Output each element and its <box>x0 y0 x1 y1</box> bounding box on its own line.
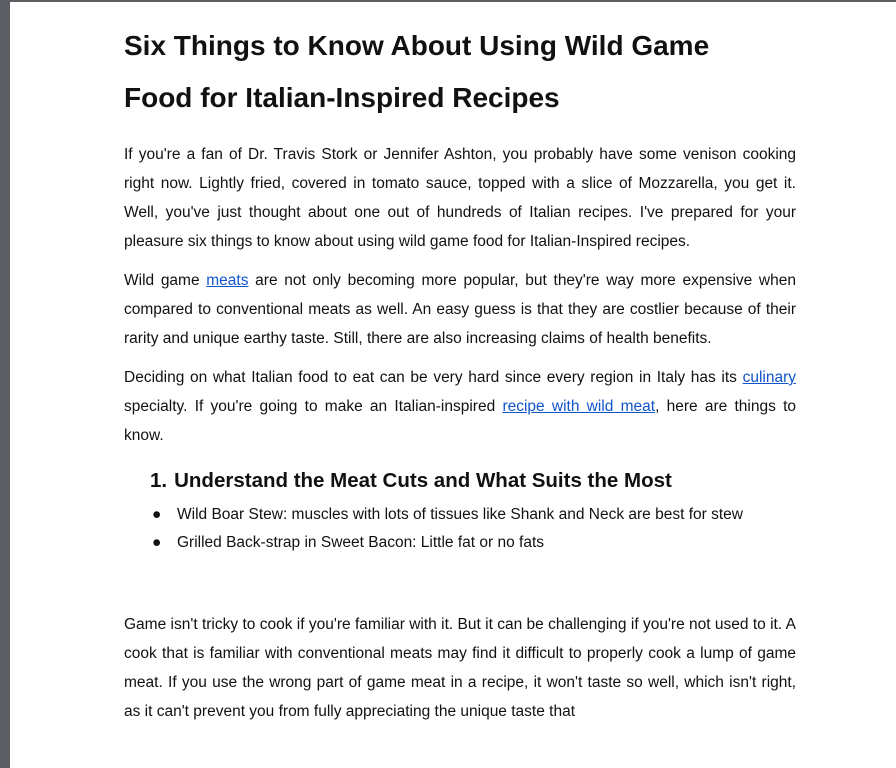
wild-game-text-end: are not only becoming more popular, but they're way more expensive when compared to conventional meats as well. An easy guess is that they are costlier because of their rarity and unique earthy taste. Still, there are also increasing claims of health benefits. <box>124 272 796 347</box>
list-item <box>124 501 796 529</box>
recipe-with-wild-meat-link[interactable]: recipe with wild meat <box>502 398 656 415</box>
section-heading-meat-cuts <box>150 466 796 496</box>
bullet-icon: ● <box>152 534 162 551</box>
article-title-line-2: Food for Italian-Inspired Recipes <box>124 82 560 113</box>
wild-game-text-start: Wild game <box>124 272 207 289</box>
italian-food-text-1: Deciding on what Italian food to eat can be very hard since every region in Italy has its <box>124 369 743 386</box>
meat-cuts-list <box>124 501 796 557</box>
article-title-line-1: Six Things to Know About Using Wild Game <box>124 30 710 61</box>
list-item <box>124 529 796 557</box>
italian-food-paragraph <box>124 363 796 450</box>
list-item-text: Wild Boar Stew: muscles with lots of tissues like Shank and Neck are best for stew <box>177 506 743 523</box>
article-title <box>124 20 796 124</box>
intro-paragraph: If you're a fan of Dr. Travis Stork or Jennifer Ashton, you probably have some venison cooking right now. Lightly fried, covered in tomato sauce, topped with a slice of Mozzarella, you get it. Well, you've just thought about one out of hundreds of Italian recipes. I've prepared for your pleasure six things to know about using wild game food for Italian-Inspired recipes. <box>124 146 796 250</box>
viewer-left-margin <box>0 0 10 768</box>
meats-link[interactable]: meats <box>206 272 249 289</box>
bullet-icon: ● <box>152 506 162 523</box>
document-page <box>10 2 896 768</box>
italian-food-text-3: , here are things to know. <box>124 398 796 444</box>
section-heading-text: Understand the Meat Cuts and What Suits the Most <box>174 469 672 492</box>
wild-game-paragraph <box>124 266 796 353</box>
game-cooking-paragraph: Game isn't tricky to cook if you're familiar with it. But it can be challenging if you're not used to it. A cook that is familiar with conventional meats may find it difficult to properly cook a lump of game meat. If you use the wrong part of game meat in a recipe, it won't taste so well, which isn't right, as it can't prevent you from fully appreciating the unique taste that <box>124 616 796 720</box>
list-item-text: Grilled Back-strap in Sweet Bacon: Little fat or no fats <box>177 534 545 551</box>
culinary-link[interactable]: culinary <box>742 369 796 386</box>
section-number: 1. <box>150 469 168 492</box>
italian-food-text-2: specialty. If you're going to make an Italian-inspired <box>124 398 503 415</box>
article-content <box>124 20 796 726</box>
